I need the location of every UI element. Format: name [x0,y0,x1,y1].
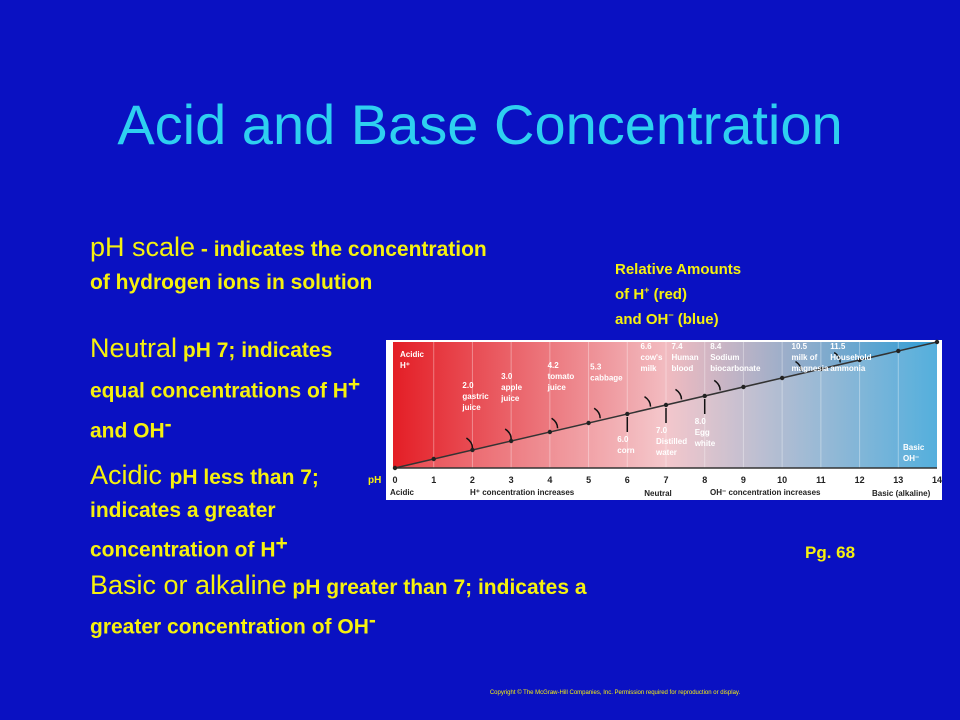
ph-tick-label: 8 [702,475,708,485]
substance-name: corn [617,446,635,455]
ph-tick-label: 9 [740,475,746,485]
bottom-acidic-label: Acidic [390,488,415,497]
ph-scale-term: pH scale [90,232,196,262]
basic-sup: - [368,609,376,632]
ph-scale-definition [90,232,500,300]
substance-ph-value: 8.0 [694,417,706,426]
substance-ph-value: 8.4 [710,342,722,351]
neutral-term: Neutral [90,333,178,363]
substance-name: milk [640,364,657,373]
neutral-desc-b: and OH [90,419,165,443]
acidic-corner-ion: H⁺ [400,361,410,370]
substance-ph-value: 6.0 [617,435,629,444]
acidic-corner-label: Acidic [400,350,425,359]
acidic-term: Acidic [90,460,170,490]
relative-plus: + [644,285,650,295]
neutral-definition [90,332,370,450]
diagonal-point-marker [935,340,939,344]
substance-ph-value: 4.2 [547,361,559,371]
substance-name: Egg [694,428,710,437]
substance-name: milk of [791,353,818,362]
basic-corner-ion: OH⁻ [903,454,920,463]
diagonal-point-marker [393,466,397,470]
ph-tick-label: 14 [931,475,943,485]
neutral-desc-a: pH 7; indicates equal concentrations of H [90,339,348,403]
diagonal-point-marker [741,385,745,389]
substance-ph-value: 7.0 [656,426,668,435]
substance-name: magnesia [791,364,829,373]
diagonal-point-marker [548,430,552,434]
h-increase-label: H⁺ concentration increases [470,488,575,497]
substance-name: cow's [640,353,663,362]
neutral-sup-a: + [347,373,361,396]
diagonal-point-marker [509,439,513,443]
ph-scale-desc: - indicates the concentration of hydrogen ions in solution [90,238,487,294]
ph-axis-label: pH [368,475,382,486]
substance-name: cabbage [590,373,623,383]
relative-line1: Relative Amounts [615,261,742,278]
slide-title: Acid and Base Concentration [117,93,843,156]
substance-ph-value: 7.4 [671,342,683,351]
basic-corner-label: Basic [903,443,925,452]
ph-tick-label: 2 [469,475,475,485]
diagonal-point-marker [470,448,474,452]
ph-tick-label: 6 [624,475,630,485]
substance-name: gastric [462,392,489,401]
relative-amounts-caption [615,260,741,330]
substance-name: white [694,439,716,448]
ph-tick-label: 5 [586,475,592,485]
substance-name: Distilled [656,437,688,446]
ph-tick-label: 1 [431,475,437,485]
copyright-notice: Copyright © The McGraw-Hill Companies, Inc. Permission required for reproduction or display. [489,690,741,696]
ph-scale-chart [360,335,950,505]
ph-tick-label: 4 [547,475,553,485]
relative-line3b: (blue) [673,311,719,328]
ph-tick-label: 7 [663,475,669,485]
substance-name: water [656,448,677,457]
basic-term: Basic or alkaline [90,570,287,600]
substance-name: Household [830,353,872,362]
substance-name: Human [671,353,699,362]
diagonal-point-marker [432,457,436,461]
substance-name: juice [462,403,481,412]
acidic-definition [90,460,360,567]
basic-desc: pH greater than 7; indicates a greater concentration of OH [90,576,587,639]
acidic-sup: + [275,532,288,555]
substance-ph-value: 10.5 [791,342,808,351]
substance-name: apple [501,383,523,392]
substance-ph-value: 5.3 [590,362,602,372]
acidic-desc: pH less than 7; indicates a greater concentration of H [90,466,319,562]
substance-name: juice [547,383,566,393]
bottom-basic-label: Basic (alkaline) [872,489,931,498]
substance-name: biocarbonate [710,364,761,373]
page-reference: Pg. 68 [805,543,856,562]
relative-line2a: of H [615,286,645,303]
ph-tick-label: 12 [854,475,865,485]
diagonal-point-marker [664,403,668,407]
ph-tick-label: 11 [816,475,826,485]
substance-name: tomato [547,372,575,382]
diagonal-point-marker [780,376,784,380]
substance-ph-value: 11.5 [830,342,846,351]
diagonal-point-marker [703,394,707,398]
substance-ph-value: 2.0 [462,381,474,390]
basic-definition [90,570,590,644]
relative-line2b: (red) [649,286,687,303]
oh-increase-label: OH⁻ concentration increases [710,488,821,497]
ph-tick-label: 3 [508,475,514,485]
ph-tick-label: 13 [893,475,904,485]
relative-minus: − [668,310,674,320]
substance-name: Sodium [710,353,740,362]
substance-ph-value: 6.6 [640,342,652,351]
diagonal-point-marker [896,349,900,353]
bottom-neutral-label: Neutral [644,489,672,498]
ph-tick-label: 0 [392,475,398,485]
substance-name: juice [501,394,520,403]
substance-ph-value: 3.0 [501,372,513,381]
neutral-sup-b: - [164,413,172,437]
diagonal-point-marker [586,421,590,425]
relative-line3a: and OH [615,311,669,328]
substance-name: blood [671,364,694,373]
diagonal-point-marker [625,412,629,416]
substance-name: ammonia [830,364,866,373]
ph-tick-label: 10 [777,475,788,485]
